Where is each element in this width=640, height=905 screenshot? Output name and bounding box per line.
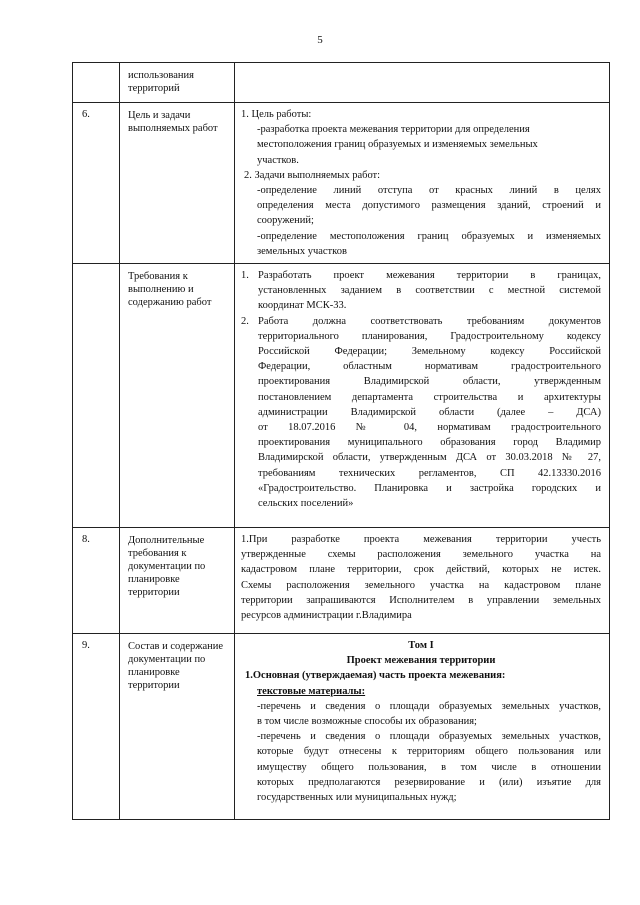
row-content [235,528,610,634]
subsection-heading: текстовые материалы: [257,685,366,697]
text-line: утвержденные схемы расположения земельного участка на [241,549,601,561]
text-line: в том числе возможные способы их образования; [257,716,477,728]
text-line: местоположения границ образуемых и изменяемых земельных [257,139,538,151]
row-label: Дополнительные требования к документации по планировке территории [120,528,235,634]
page-number: 5 [317,34,323,46]
text-line: которые будут отнесены к территориям общего пользования или [257,746,601,758]
text-line: постановлением департамента строительства и архитектуры [258,391,601,403]
row-number [73,63,120,103]
text-line: Разработать проект межевания территории в границах, [258,270,601,281]
row-label: Требования к выполнению и содержанию работ [120,264,235,528]
row-number [73,264,120,528]
table-row [73,528,610,634]
list-item [241,268,601,314]
row-content [235,63,610,103]
table-row [73,103,610,264]
row-label: Цель и задачи выполняемых работ [120,103,235,264]
row-content [235,634,610,820]
list-item [241,314,601,512]
text-line: -перечень и сведения о площади образуемых земельных участков, [257,700,601,712]
text-line: Федерации, областным нормативам градостроительного [258,361,601,373]
text-line: Владимирской области, утвержденным ДСА от 30.03.2018 № 27, [258,452,601,464]
text-line: проектирования муниципального образования город Владимир [258,437,601,449]
tasks-heading: 2. Задачи выполняемых работ: [244,169,381,181]
row-number: 6. [73,103,120,264]
text-line: -определение линий отступа от красных линий в целях [257,185,601,197]
project-heading: Проект межевания территории [346,655,496,667]
list-marker: 2. [241,315,249,327]
text-line: которых предполагаются резервирование и (или) изъятие для [257,776,601,788]
text-line: -определение местоположения границ образуемых и изменяемых [257,230,601,242]
text-line: -перечень и сведения о площади образуемых земельных участков, [257,731,601,743]
table-row [73,264,610,528]
text-line: -разработка проекта межевания территории для определения [257,124,530,136]
section-heading: 1.Основная (утверждаемая) часть проекта межевания: [245,670,506,682]
text-line: государственных или муниципальных нужд; [257,792,457,804]
text-line: территориального планирования, Градостроительному кодексу [258,330,601,342]
row-label: использования территорий [120,63,235,103]
text-line: территории запрашиваются Исполнителем в управлении земельных [241,594,601,606]
row-content [235,264,610,528]
text-line: определения места допустимого размещения зданий, строений и [257,200,601,212]
list-marker: 1. [241,270,249,281]
specification-table [72,62,610,820]
text-line: имуществу общего пользования, в том числе в отношении [257,761,601,773]
text-line: сельских поселений» [258,498,354,510]
text-line: Работа должна соответствовать требованиям документов [258,315,601,327]
row-number: 9. [73,634,120,820]
text-line: 1.При разработке проекта межевания территории учесть [241,534,601,545]
text-line: установленных заданием в соответствии с местной системой [258,285,601,297]
row-label: Состав и содержание документации по планировке территории [120,634,235,820]
text-line: Российской Федерации; Земельному кодексу Российской [258,346,601,358]
row-content [235,103,610,264]
table-row [73,634,610,820]
text-line: участков. [257,154,299,166]
row-number: 8. [73,528,120,634]
text-line: администрации Владимирской области (далее – ДСА) [258,406,601,418]
text-line: координат МСК-33. [258,300,347,312]
text-line: кадастровом плане территории, срок действий, которых не истек. [241,564,601,576]
text-line: от 18.07.2016 № 04, нормативам градостроительного [258,422,601,434]
goal-heading: 1. Цель работы: [241,109,312,120]
text-line: «Градостроительство. Планировка и застройка городских и [258,482,601,494]
text-line: земельных участков [257,245,347,257]
table-row [73,63,610,103]
text-line: требованиям технических регламентов, СП 42.13330.2016 [258,467,601,479]
text-line: Схемы расположения земельного участка на кадастровом плане [241,579,601,591]
text-line: сооружений; [257,215,314,227]
volume-heading: Том I [408,640,434,651]
text-line: проектирования Владимирской области, утвержденным [258,376,601,388]
text-line: ресурсов администрации г.Владимира [241,610,412,622]
